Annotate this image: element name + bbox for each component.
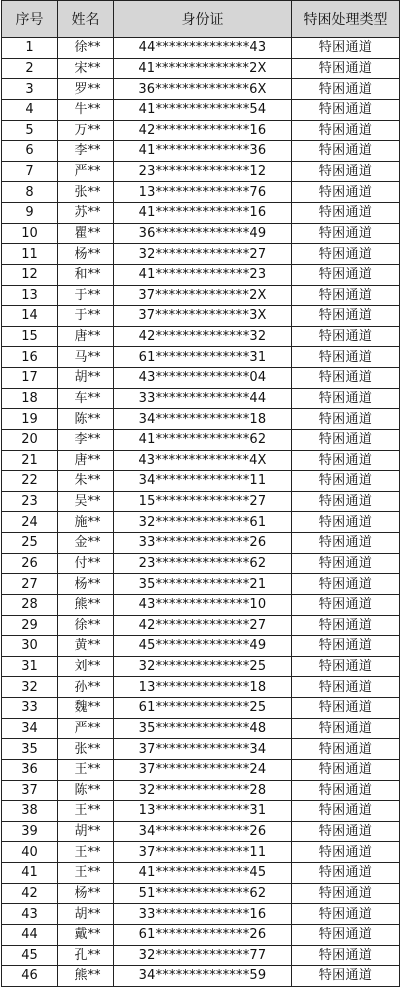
row-index-cell: 39 — [2, 821, 58, 842]
row-id-card-cell: 37**************11 — [114, 842, 292, 863]
row-index-cell: 18 — [2, 388, 58, 409]
row-index-cell: 5 — [2, 120, 58, 141]
table-row — [2, 285, 400, 306]
row-type-cell: 特困通道 — [292, 574, 400, 595]
row-index-cell: 26 — [2, 553, 58, 574]
row-type-cell: 特困通道 — [292, 429, 400, 450]
row-id-card-cell: 61**************26 — [114, 924, 292, 945]
row-name-cell: 牛** — [58, 99, 114, 120]
row-id-card-cell: 61**************31 — [114, 347, 292, 368]
row-type-cell: 特困通道 — [292, 79, 400, 100]
row-id-card-cell: 34**************59 — [114, 966, 292, 987]
table-row — [2, 904, 400, 925]
row-id-card-cell: 41**************2X — [114, 58, 292, 79]
row-index-cell: 11 — [2, 244, 58, 265]
table-row — [2, 615, 400, 636]
row-type-cell: 特困通道 — [292, 161, 400, 182]
row-type-cell: 特困通道 — [292, 326, 400, 347]
row-name-cell: 金** — [58, 533, 114, 554]
table-row — [2, 223, 400, 244]
row-type-cell: 特困通道 — [292, 264, 400, 285]
row-index-cell: 14 — [2, 306, 58, 327]
table-row — [2, 677, 400, 698]
column-header-type: 特困处理类型 — [292, 1, 400, 38]
table-row — [2, 368, 400, 389]
row-name-cell: 熊** — [58, 966, 114, 987]
row-index-cell: 36 — [2, 759, 58, 780]
row-name-cell: 张** — [58, 739, 114, 760]
row-name-cell: 严** — [58, 718, 114, 739]
row-type-cell: 特困通道 — [292, 203, 400, 224]
row-id-card-cell: 13**************31 — [114, 801, 292, 822]
row-id-card-cell: 41**************62 — [114, 429, 292, 450]
row-type-cell: 特困通道 — [292, 945, 400, 966]
row-id-card-cell: 34**************18 — [114, 409, 292, 430]
row-id-card-cell: 41**************23 — [114, 264, 292, 285]
row-name-cell: 孔** — [58, 945, 114, 966]
row-index-cell: 13 — [2, 285, 58, 306]
table-row — [2, 594, 400, 615]
row-id-card-cell: 32**************27 — [114, 244, 292, 265]
row-id-card-cell: 13**************76 — [114, 182, 292, 203]
table-row — [2, 264, 400, 285]
row-type-cell: 特困通道 — [292, 863, 400, 884]
row-type-cell: 特困通道 — [292, 842, 400, 863]
row-type-cell: 特困通道 — [292, 182, 400, 203]
row-index-cell: 10 — [2, 223, 58, 244]
table-row — [2, 450, 400, 471]
row-name-cell: 杨** — [58, 574, 114, 595]
row-id-card-cell: 33**************44 — [114, 388, 292, 409]
table-row — [2, 718, 400, 739]
row-name-cell: 王** — [58, 842, 114, 863]
row-type-cell: 特困通道 — [292, 58, 400, 79]
row-name-cell: 王** — [58, 863, 114, 884]
table-header — [2, 1, 400, 38]
row-name-cell: 张** — [58, 182, 114, 203]
special-hardship-table — [1, 0, 400, 987]
row-id-card-cell: 35**************21 — [114, 574, 292, 595]
row-name-cell: 于** — [58, 306, 114, 327]
row-id-card-cell: 43**************04 — [114, 368, 292, 389]
table-row — [2, 161, 400, 182]
table-row — [2, 182, 400, 203]
row-id-card-cell: 34**************26 — [114, 821, 292, 842]
row-index-cell: 34 — [2, 718, 58, 739]
row-type-cell: 特困通道 — [292, 368, 400, 389]
table-row — [2, 574, 400, 595]
table-row — [2, 491, 400, 512]
row-id-card-cell: 33**************26 — [114, 533, 292, 554]
row-id-card-cell: 15**************27 — [114, 491, 292, 512]
column-header-index: 序号 — [2, 1, 58, 38]
table-row — [2, 533, 400, 554]
row-type-cell: 特困通道 — [292, 636, 400, 657]
table-row — [2, 58, 400, 79]
table-row — [2, 759, 400, 780]
row-index-cell: 27 — [2, 574, 58, 595]
table-row — [2, 966, 400, 987]
row-id-card-cell: 41**************16 — [114, 203, 292, 224]
row-name-cell: 马** — [58, 347, 114, 368]
row-type-cell: 特困通道 — [292, 759, 400, 780]
row-name-cell: 罗** — [58, 79, 114, 100]
row-name-cell: 徐** — [58, 615, 114, 636]
row-id-card-cell: 51**************62 — [114, 883, 292, 904]
row-id-card-cell: 33**************16 — [114, 904, 292, 925]
row-index-cell: 44 — [2, 924, 58, 945]
table-row — [2, 409, 400, 430]
row-index-cell: 37 — [2, 780, 58, 801]
row-id-card-cell: 37**************24 — [114, 759, 292, 780]
row-type-cell: 特困通道 — [292, 904, 400, 925]
table-row — [2, 141, 400, 162]
row-index-cell: 8 — [2, 182, 58, 203]
row-name-cell: 杨** — [58, 244, 114, 265]
row-id-card-cell: 32**************77 — [114, 945, 292, 966]
row-name-cell: 熊** — [58, 594, 114, 615]
table-row — [2, 120, 400, 141]
row-type-cell: 特困通道 — [292, 615, 400, 636]
table-row — [2, 79, 400, 100]
row-type-cell: 特困通道 — [292, 120, 400, 141]
row-index-cell: 23 — [2, 491, 58, 512]
row-index-cell: 35 — [2, 739, 58, 760]
row-type-cell: 特困通道 — [292, 223, 400, 244]
table-row — [2, 512, 400, 533]
row-type-cell: 特困通道 — [292, 347, 400, 368]
row-index-cell: 6 — [2, 141, 58, 162]
row-id-card-cell: 45**************49 — [114, 636, 292, 657]
row-index-cell: 42 — [2, 883, 58, 904]
row-id-card-cell: 36**************6X — [114, 79, 292, 100]
row-index-cell: 22 — [2, 471, 58, 492]
row-id-card-cell: 37**************34 — [114, 739, 292, 760]
row-index-cell: 2 — [2, 58, 58, 79]
row-name-cell: 魏** — [58, 698, 114, 719]
row-id-card-cell: 61**************25 — [114, 698, 292, 719]
row-name-cell: 王** — [58, 759, 114, 780]
row-index-cell: 20 — [2, 429, 58, 450]
row-index-cell: 16 — [2, 347, 58, 368]
row-name-cell: 宋** — [58, 58, 114, 79]
row-index-cell: 17 — [2, 368, 58, 389]
row-index-cell: 19 — [2, 409, 58, 430]
row-index-cell: 15 — [2, 326, 58, 347]
table-row — [2, 471, 400, 492]
row-type-cell: 特困通道 — [292, 512, 400, 533]
row-name-cell: 胡** — [58, 821, 114, 842]
table-row — [2, 698, 400, 719]
row-type-cell: 特困通道 — [292, 718, 400, 739]
row-type-cell: 特困通道 — [292, 801, 400, 822]
row-name-cell: 施** — [58, 512, 114, 533]
row-name-cell: 车** — [58, 388, 114, 409]
row-id-card-cell: 42**************27 — [114, 615, 292, 636]
row-id-card-cell: 41**************36 — [114, 141, 292, 162]
row-id-card-cell: 13**************18 — [114, 677, 292, 698]
table-row — [2, 863, 400, 884]
row-index-cell: 7 — [2, 161, 58, 182]
row-name-cell: 瞿** — [58, 223, 114, 244]
row-index-cell: 41 — [2, 863, 58, 884]
row-type-cell: 特困通道 — [292, 698, 400, 719]
row-id-card-cell: 42**************32 — [114, 326, 292, 347]
row-type-cell: 特困通道 — [292, 821, 400, 842]
row-name-cell: 朱** — [58, 471, 114, 492]
table-row — [2, 821, 400, 842]
row-id-card-cell: 41**************45 — [114, 863, 292, 884]
row-name-cell: 胡** — [58, 904, 114, 925]
row-type-cell: 特困通道 — [292, 306, 400, 327]
row-index-cell: 38 — [2, 801, 58, 822]
row-index-cell: 9 — [2, 203, 58, 224]
row-name-cell: 李** — [58, 429, 114, 450]
row-index-cell: 46 — [2, 966, 58, 987]
row-type-cell: 特困通道 — [292, 99, 400, 120]
row-type-cell: 特困通道 — [292, 38, 400, 59]
row-name-cell: 刘** — [58, 656, 114, 677]
row-index-cell: 45 — [2, 945, 58, 966]
row-id-card-cell: 36**************49 — [114, 223, 292, 244]
row-name-cell: 苏** — [58, 203, 114, 224]
table-row — [2, 244, 400, 265]
table-row — [2, 924, 400, 945]
row-index-cell: 4 — [2, 99, 58, 120]
row-index-cell: 12 — [2, 264, 58, 285]
row-index-cell: 1 — [2, 38, 58, 59]
row-id-card-cell: 32**************61 — [114, 512, 292, 533]
table-row — [2, 38, 400, 59]
row-type-cell: 特困通道 — [292, 141, 400, 162]
row-id-card-cell: 42**************16 — [114, 120, 292, 141]
table-row — [2, 429, 400, 450]
row-type-cell: 特困通道 — [292, 491, 400, 512]
row-id-card-cell: 35**************48 — [114, 718, 292, 739]
row-name-cell: 和** — [58, 264, 114, 285]
row-name-cell: 陈** — [58, 780, 114, 801]
table-row — [2, 388, 400, 409]
row-id-card-cell: 32**************28 — [114, 780, 292, 801]
row-name-cell: 戴** — [58, 924, 114, 945]
row-type-cell: 特困通道 — [292, 388, 400, 409]
row-index-cell: 3 — [2, 79, 58, 100]
row-index-cell: 28 — [2, 594, 58, 615]
row-index-cell: 21 — [2, 450, 58, 471]
row-index-cell: 30 — [2, 636, 58, 657]
row-type-cell: 特困通道 — [292, 553, 400, 574]
row-type-cell: 特困通道 — [292, 533, 400, 554]
table-row — [2, 347, 400, 368]
row-name-cell: 杨** — [58, 883, 114, 904]
row-id-card-cell: 32**************25 — [114, 656, 292, 677]
row-index-cell: 29 — [2, 615, 58, 636]
table-row — [2, 306, 400, 327]
row-id-card-cell: 43**************4X — [114, 450, 292, 471]
table-row — [2, 883, 400, 904]
row-name-cell: 唐** — [58, 450, 114, 471]
row-name-cell: 胡** — [58, 368, 114, 389]
row-index-cell: 43 — [2, 904, 58, 925]
row-index-cell: 25 — [2, 533, 58, 554]
row-name-cell: 黄** — [58, 636, 114, 657]
row-type-cell: 特困通道 — [292, 409, 400, 430]
column-header-id-card: 身份证 — [114, 1, 292, 38]
table-body — [2, 38, 400, 987]
row-type-cell: 特困通道 — [292, 471, 400, 492]
row-name-cell: 唐** — [58, 326, 114, 347]
row-name-cell: 陈** — [58, 409, 114, 430]
row-type-cell: 特困通道 — [292, 285, 400, 306]
row-type-cell: 特困通道 — [292, 677, 400, 698]
row-id-card-cell: 23**************62 — [114, 553, 292, 574]
row-id-card-cell: 34**************11 — [114, 471, 292, 492]
table-row — [2, 945, 400, 966]
row-name-cell: 于** — [58, 285, 114, 306]
row-name-cell: 王** — [58, 801, 114, 822]
row-index-cell: 24 — [2, 512, 58, 533]
row-name-cell: 吴** — [58, 491, 114, 512]
row-id-card-cell: 44**************43 — [114, 38, 292, 59]
table-row — [2, 842, 400, 863]
row-type-cell: 特困通道 — [292, 739, 400, 760]
table-row — [2, 636, 400, 657]
row-type-cell: 特困通道 — [292, 244, 400, 265]
row-id-card-cell: 37**************3X — [114, 306, 292, 327]
row-type-cell: 特困通道 — [292, 883, 400, 904]
row-type-cell: 特困通道 — [292, 966, 400, 987]
header-row — [2, 1, 400, 38]
row-index-cell: 33 — [2, 698, 58, 719]
table-row — [2, 203, 400, 224]
row-type-cell: 特困通道 — [292, 594, 400, 615]
row-index-cell: 31 — [2, 656, 58, 677]
row-name-cell: 徐** — [58, 38, 114, 59]
table-row — [2, 326, 400, 347]
table-row — [2, 801, 400, 822]
row-type-cell: 特困通道 — [292, 656, 400, 677]
row-index-cell: 32 — [2, 677, 58, 698]
column-header-name: 姓名 — [58, 1, 114, 38]
row-name-cell: 严** — [58, 161, 114, 182]
row-id-card-cell: 37**************2X — [114, 285, 292, 306]
row-type-cell: 特困通道 — [292, 924, 400, 945]
row-type-cell: 特困通道 — [292, 450, 400, 471]
row-index-cell: 40 — [2, 842, 58, 863]
row-name-cell: 李** — [58, 141, 114, 162]
table-row — [2, 739, 400, 760]
row-id-card-cell: 41**************54 — [114, 99, 292, 120]
table-row — [2, 780, 400, 801]
row-id-card-cell: 23**************12 — [114, 161, 292, 182]
row-name-cell: 付** — [58, 553, 114, 574]
table-row — [2, 553, 400, 574]
table-row — [2, 656, 400, 677]
row-name-cell: 孙** — [58, 677, 114, 698]
table-row — [2, 99, 400, 120]
row-id-card-cell: 43**************10 — [114, 594, 292, 615]
row-name-cell: 万** — [58, 120, 114, 141]
row-type-cell: 特困通道 — [292, 780, 400, 801]
